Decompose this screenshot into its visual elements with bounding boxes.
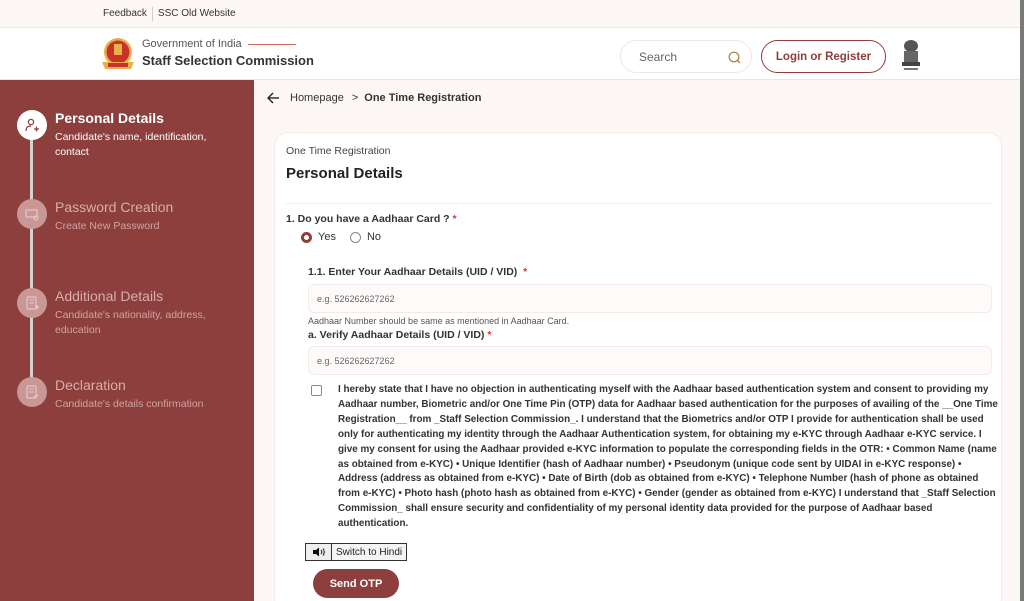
speaker-button[interactable] (305, 543, 332, 561)
step-subtitle: Create New Password (55, 220, 160, 232)
search-input[interactable] (620, 40, 752, 73)
step-subtitle: Candidate's nationality, address, education (55, 309, 206, 336)
step-title: Password Creation (55, 199, 174, 215)
text-to-speech-controls (305, 543, 407, 561)
breadcrumb-homepage-link[interactable]: Homepage (290, 92, 344, 104)
divider (152, 7, 153, 21)
search-placeholder: Search (639, 49, 678, 64)
label-text: 1.1. Enter Your Aadhaar Details (UID / VID) (308, 266, 518, 278)
verify-aadhaar-input[interactable] (308, 346, 992, 375)
timeline-line (30, 125, 33, 385)
registration-form-card (274, 132, 1002, 601)
aadhaar-question-label (286, 213, 457, 225)
national-emblem-icon (898, 38, 924, 74)
registration-steps-sidebar (0, 80, 254, 601)
breadcrumb (267, 92, 481, 104)
password-icon (17, 199, 47, 229)
breadcrumb-current: One Time Registration (364, 92, 482, 104)
radio-button[interactable] (350, 232, 361, 243)
search-icon[interactable] (728, 51, 741, 64)
step-subtitle: Candidate's details confirmation (55, 398, 204, 410)
aadhaar-number-input[interactable] (308, 284, 992, 313)
back-arrow-icon[interactable] (267, 92, 280, 104)
required-mark: * (452, 213, 457, 225)
radio-yes[interactable] (301, 231, 336, 243)
speaker-icon (312, 547, 326, 557)
consent-checkbox[interactable] (311, 385, 322, 396)
radio-no[interactable] (350, 231, 381, 243)
switch-to-hindi-button[interactable]: Switch to Hindi (332, 543, 407, 561)
step-title: Declaration (55, 377, 126, 393)
user-add-icon (17, 110, 47, 140)
radio-label: Yes (318, 231, 336, 243)
decorative-line (248, 44, 296, 45)
login-register-button[interactable]: Login or Register (761, 40, 886, 73)
breadcrumb-separator: > (351, 92, 359, 104)
consent-text: I hereby state that I have no objection in authenticating myself with the Aadhaar based authentication system and consent to providing my Aadhaar number, Biometric and/or One Time Pin (OTP) data for Aadhaar based authentication for the purposes of availing of the __One Time Registration__ from _Staff Selection Commission_. I understand that the Biometrics and/or OTP I provide for authentication shall be used only for authenticating my identity through the Aadhaar Authentication system, for obtaining my e-KYC through Aadhaar e-KYC service. I give my consent for using the Aadhaar provided e-KYC information to populate the corresponding fields in the OTR: • Common Name (name as obtained from e-KYC) • Unique Identifier (hash of Aadhaar number) • Pseudonym (unique code sent by UIDAI in e-KYC response) • Address (address as obtained from e-KYC) • Date of Birth (dob as obtained from e-KYC) • Telephone Number (hash of phone as obtained from e-KYC) • Photo hash (photo hash as obtained from e-KYC) • Gender (gender as obtained from e-KYC) I understand that _Staff Selection Commission_ shall ensure security and confidentiality of my personal identity data provided for the purpose of Aadhaar based authentication. (338, 384, 998, 530)
ssc-logo-icon[interactable] (99, 36, 137, 72)
page-scrollbar[interactable] (1020, 0, 1024, 601)
top-utility-bar (0, 0, 1024, 28)
org-title (142, 38, 314, 68)
verify-aadhaar-label (308, 329, 491, 341)
input-placeholder: e.g. 526262627262 (317, 355, 395, 366)
label-text: a. Verify Aadhaar Details (UID / VID) (308, 329, 485, 341)
question-text: 1. Do you have a Aadhaar Card ? (286, 213, 450, 225)
form-kicker: One Time Registration (286, 145, 391, 157)
page-title: Personal Details (286, 165, 403, 182)
divider (286, 203, 992, 204)
aadhaar-hint: Aadhaar Number should be same as mentioned in Aadhaar Card. (308, 316, 570, 326)
radio-label: No (366, 231, 382, 243)
document-add-icon (17, 288, 47, 318)
step-title: Additional Details (55, 288, 164, 304)
document-check-icon (17, 377, 47, 407)
required-mark: * (487, 329, 492, 341)
old-website-link[interactable]: SSC Old Website (157, 8, 236, 19)
radio-button-checked[interactable] (301, 232, 312, 243)
main-content (254, 80, 1020, 601)
site-header (0, 28, 1024, 80)
input-placeholder: e.g. 526262627262 (317, 293, 395, 304)
aadhaar-input-label (308, 266, 527, 278)
feedback-link[interactable]: Feedback (103, 8, 147, 19)
gov-label: Government of India (142, 38, 242, 50)
aadhaar-radio-group (301, 231, 395, 243)
ssc-label: Staff Selection Commission (142, 53, 314, 68)
step-title: Personal Details (55, 110, 164, 126)
required-mark: * (523, 266, 528, 278)
step-subtitle: Candidate's name, identification, contact (55, 131, 207, 158)
send-otp-button[interactable]: Send OTP (313, 569, 399, 598)
